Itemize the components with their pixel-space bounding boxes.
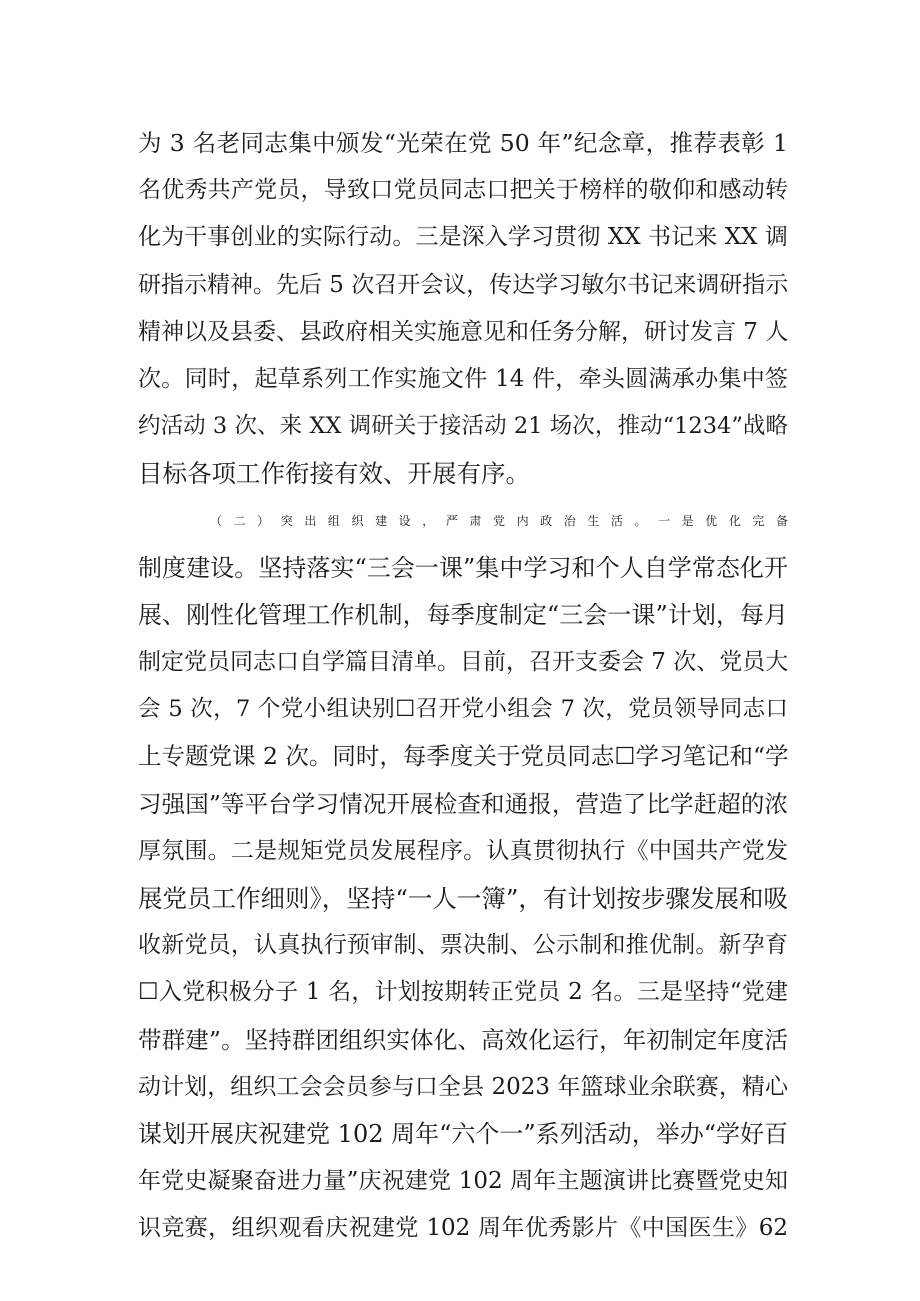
- text-line: 收新党员，认真执行预审制、票决制、公示制和推优制。新孕育: [138, 932, 788, 959]
- text-line: 约活动 3 次、来 XX 调研关于接活动 21 场次，推动“1234”战略: [138, 413, 788, 440]
- text-line: 动计划，组织工会会员参与口全县 2023 年篮球业余联赛，精心: [138, 1073, 788, 1100]
- text-line: 展、刚性化管理工作机制，每季度制定“三会一课”计划，每月: [138, 600, 788, 629]
- section-heading-line: （二）突出组织建设，严肃党内政治生活。一是优化完备: [210, 513, 788, 528]
- text-line: 名优秀共产党员，导致口党员同志口把关于榜样的敬仰和感动转: [138, 177, 788, 204]
- text-line: 习强国”等平台学习情况开展检查和通报，营造了比学赶超的浓: [138, 789, 788, 818]
- text-line: 会 5 次，7 个党小组诀别☐召开党小组会 7 次，党员领导同志口: [138, 696, 788, 723]
- text-line: 年党史凝聚奋进力量”庆祝建党 102 周年主题演讲比赛暨党史知: [138, 1168, 788, 1195]
- text-line: ☐入党积极分子 1 名，计划按期转正党员 2 名。三是坚持“党建: [138, 979, 788, 1006]
- text-line: 研指示精神。先后 5 次召开会议，传达学习敏尔书记来调研指示: [138, 271, 789, 298]
- text-line: 上专题党课 2 次。同时，每季度关于党员同志☐学习笔记和“学: [138, 742, 789, 771]
- text-line: 次。同时，起草系列工作实施文件 14 件，牵头圆满承办集中签: [138, 365, 788, 392]
- text-line: 识竞赛，组织观看庆祝建党 102 周年优秀影片《中国医生》62: [138, 1215, 788, 1242]
- text-line: 制定党员同志口自学篇目清单。目前，召开支委会 7 次、党员大: [138, 649, 789, 676]
- text-line: 目标各项工作衔接有效、开展有序。: [138, 459, 530, 489]
- text-line: 化为干事创业的实际行动。三是深入学习贯彻 XX 书记来 XX 调: [138, 224, 788, 251]
- text-line: 精神以及县委、县政府相关实施意见和任务分解，研讨发言 7 人: [138, 318, 789, 345]
- text-line: 展党员工作细则》，坚持“一人一簿”，有计划按步骤发展和吸: [138, 884, 788, 913]
- body-text: [138, 120, 788, 1253]
- text-line: 厚氛围。二是规矩党员发展程序。认真贯彻执行《中国共产党发: [138, 837, 788, 864]
- text-line: 谋划开展庆祝建党 102 周年“六个一”系列活动，举办“学好百: [138, 1119, 788, 1148]
- text-line: 制度建设。坚持落实“三会一课”集中学习和个人自学常态化开: [138, 553, 788, 582]
- text-line: 为 3 名老同志集中颁发“光荣在党 50 年”纪念章，推荐表彰 1: [138, 129, 788, 157]
- text-line: 带群建”。坚持群团组织实体化、高效化运行，年初制定年度活: [138, 1025, 788, 1054]
